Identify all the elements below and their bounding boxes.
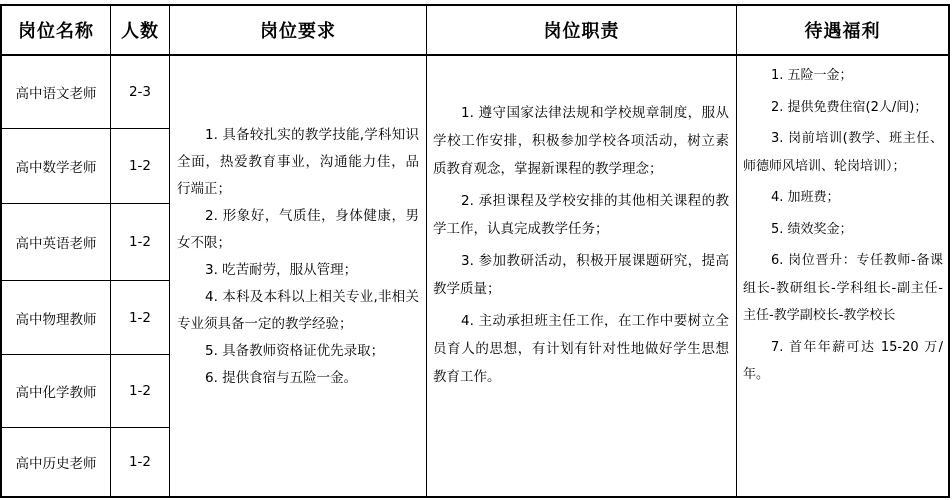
column-divider	[110, 4, 111, 498]
column-divider	[426, 4, 427, 498]
duty-item: 1. 遵守国家法律法规和学校规章制度，服从学校工作安排，积极参加学校各项活动，树立素质教育观念，掌握新课程的教学理念；	[433, 105, 729, 177]
duties-list	[433, 99, 729, 391]
benefit-item: 4. 加班费；	[771, 190, 840, 205]
row-position: 高中英语老师	[15, 236, 97, 252]
table-border-right	[948, 4, 950, 498]
requirements-list	[177, 122, 419, 392]
requirement-item: 4. 本科及本科以上相关专业,非相关专业须具备一定的教学经验；	[177, 289, 419, 332]
row-position: 高中语文老师	[15, 86, 97, 102]
header-position: 岗位名称	[18, 21, 94, 42]
duty-item: 4. 主动承担班主任工作，在工作中要树立全员育人的思想，有计划有针对性地做好学生思想教育工作。	[433, 313, 729, 385]
requirement-item: 6. 提供食宿与五险一金。	[205, 370, 358, 386]
row-count: 2-3	[128, 84, 152, 100]
header-count: 人数	[121, 21, 159, 42]
column-divider	[736, 4, 737, 498]
row-position: 高中化学教师	[15, 385, 97, 401]
row-count: 1-2	[128, 234, 152, 250]
row-count: 1-2	[128, 309, 152, 326]
row-position: 高中历史老师	[15, 456, 97, 472]
duty-item: 3. 参加教研活动，积极开展课题研究，提高教学质量；	[433, 253, 729, 297]
header-benefits: 待遇福利	[804, 21, 881, 42]
row-count: 1-2	[128, 158, 152, 174]
benefit-item: 7. 首年年薪可达 15-20 万/年。	[743, 339, 943, 382]
row-position: 高中物理教师	[15, 311, 97, 328]
row-count: 1-2	[128, 383, 152, 399]
row-position: 高中数学老师	[15, 160, 97, 176]
header-duties: 岗位职责	[543, 21, 620, 42]
benefit-item: 6. 岗位晋升：专任教师-备课组长-教研组长-学科组长-副主任-主任-教学副校长-教学校长	[743, 253, 943, 323]
duty-item: 2. 承担课程及学校安排的其他相关课程的教学工作，认真完成教学任务；	[433, 193, 729, 237]
benefit-item: 1. 五险一金；	[771, 68, 853, 83]
requirement-item: 5. 具备教师资格证优先录取；	[205, 343, 385, 359]
requirement-item: 1. 具备较扎实的教学技能,学科知识全面，热爱教育事业，沟通能力佳，品行端正；	[177, 127, 419, 197]
requirement-item: 3. 吃苦耐劳，服从管理；	[205, 262, 358, 278]
header-requirements: 岗位要求	[260, 21, 336, 42]
benefits-list	[743, 62, 943, 389]
row-count: 1-2	[128, 454, 152, 470]
benefit-item: 5. 绩效奖金；	[771, 221, 853, 237]
table-border-bottom	[0, 496, 950, 498]
benefit-item: 3. 岗前培训(教学、班主任、师德师风培训、轮岗培训）；	[743, 131, 943, 174]
column-divider	[169, 4, 170, 498]
requirement-item: 2. 形象好，气质佳，身体健康，男女不限；	[177, 208, 419, 251]
benefit-item: 2. 提供免费住宿(2人/间)；	[771, 99, 928, 115]
